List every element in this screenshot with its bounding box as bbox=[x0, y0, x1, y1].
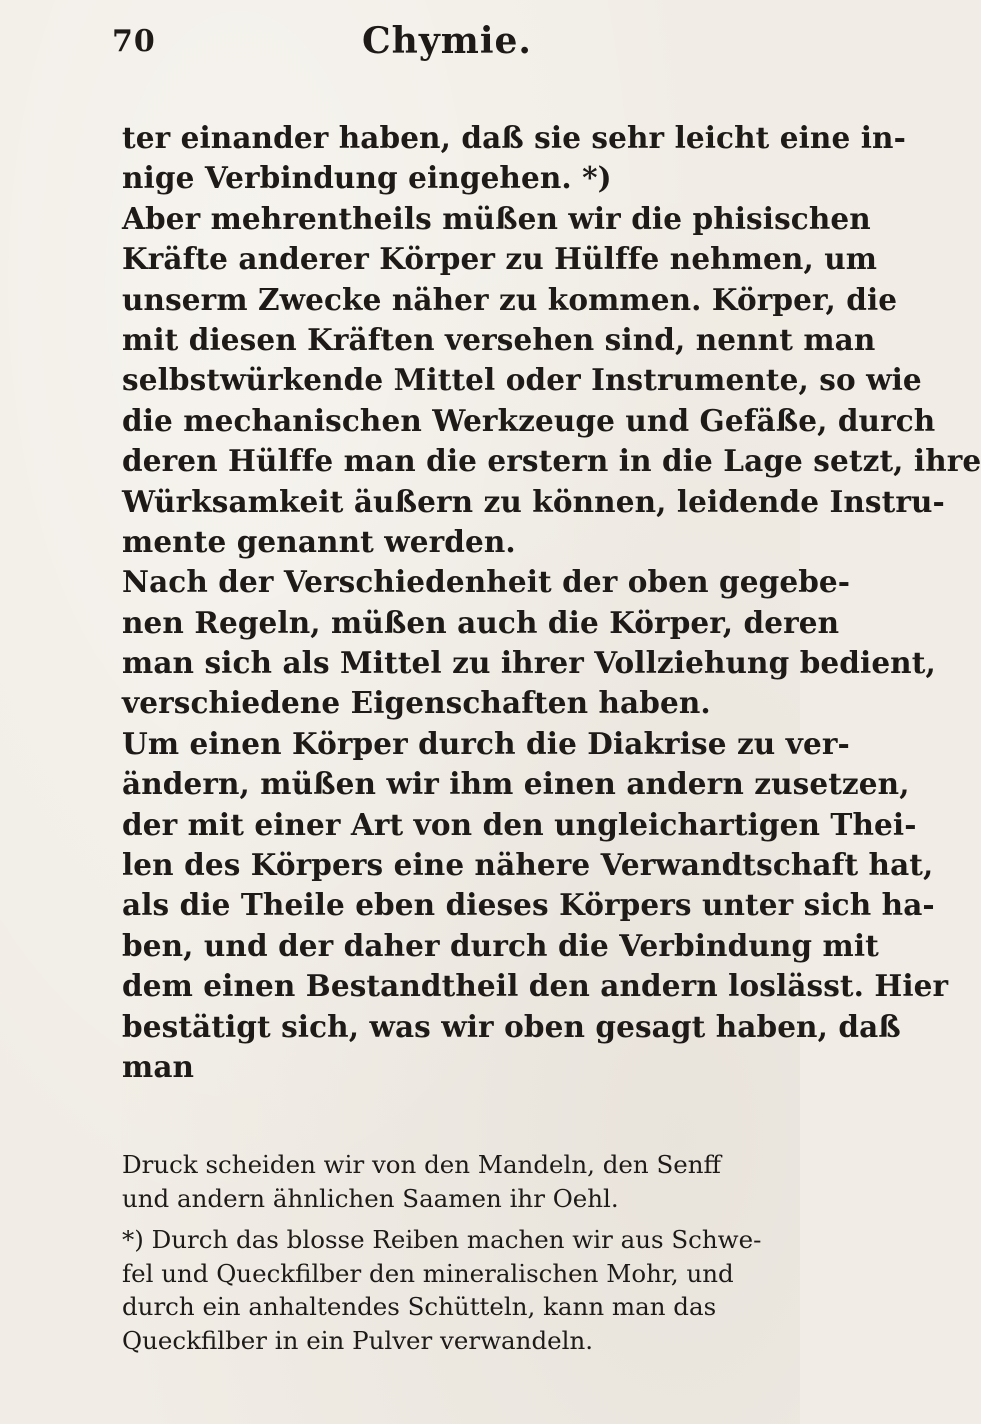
text-line: Um einen Körper durch die Diakrise zu ver- bbox=[122, 725, 850, 761]
text-line: bestätigt sich, was wir oben gesagt haben, daß bbox=[122, 1008, 901, 1044]
footnote-line: Druck scheiden wir von den Mandeln, den Senff bbox=[122, 1150, 721, 1179]
catchword: man bbox=[122, 1048, 195, 1084]
text-line: nen Regeln, müßen auch die Körper, deren bbox=[122, 604, 840, 640]
main-text bbox=[122, 118, 981, 1087]
running-title: Chymie. bbox=[362, 20, 532, 62]
text-line: len des Körpers eine nähere Verwandtschaft hat, bbox=[122, 847, 934, 883]
text-line: als die Theile eben dieses Körpers unter sich ha- bbox=[122, 887, 935, 923]
footnote-line: fel und Queckfilber den mineralischen Mohr, und bbox=[122, 1258, 734, 1288]
text-line: ter einander haben, daß sie sehr leicht eine in- bbox=[122, 120, 906, 155]
text-line: Nach der Verschiedenheit der oben gegebe- bbox=[122, 564, 851, 600]
text-line: Würksamkeit äußern zu können, leidende Instru- bbox=[122, 483, 945, 519]
text-line: verschiedene Eigenschaften haben. bbox=[122, 685, 711, 721]
text-line: Kräfte anderer Körper zu Hülffe nehmen, um bbox=[122, 241, 878, 277]
text-line: unserm Zwecke näher zu kommen. Körper, die bbox=[122, 281, 898, 317]
text-line: Aber mehrentheils müßen wir die phisischen bbox=[122, 200, 871, 236]
footnote-line: durch ein anhaltendes Schütteln, kann man das bbox=[122, 1292, 717, 1321]
text-line: mente genannt werden. bbox=[122, 523, 516, 559]
text-line: nige Verbindung eingehen. *) bbox=[122, 160, 612, 196]
text-line: selbstwürkende Mittel oder Instrumente, so wie bbox=[122, 362, 922, 398]
footnotes bbox=[122, 1148, 762, 1357]
text-line: die mechanischen Werkzeuge und Gefäße, durch bbox=[122, 402, 936, 438]
text-line: der mit einer Art von den ungleichartigen Thei- bbox=[122, 806, 917, 842]
text-line: man sich als Mittel zu ihrer Vollziehung bedient, bbox=[122, 645, 936, 681]
text-line: dem einen Bestandtheil den andern loslässt. Hier bbox=[122, 968, 949, 1004]
text-line: mit diesen Kräften versehen sind, nennt man bbox=[122, 321, 876, 357]
text-line: deren Hülffe man die erstern in die Lage setzt, ihre bbox=[122, 443, 981, 479]
page-header bbox=[112, 14, 752, 74]
text-line: ben, und der daher durch die Verbindung mit bbox=[122, 927, 879, 963]
footnote-line: und andern ähnlichen Saamen ihr Oehl. bbox=[122, 1183, 619, 1213]
footnote-line: *) Durch das blosse Reiben machen wir aus Schwe- bbox=[122, 1225, 762, 1254]
text-line: ändern, müßen wir ihm einen andern zusetzen, bbox=[122, 766, 910, 802]
footnote-line: Queckfilber in ein Pulver verwandeln. bbox=[122, 1325, 594, 1355]
footnote-gap bbox=[122, 1215, 754, 1223]
page-number: 70 bbox=[112, 24, 156, 59]
